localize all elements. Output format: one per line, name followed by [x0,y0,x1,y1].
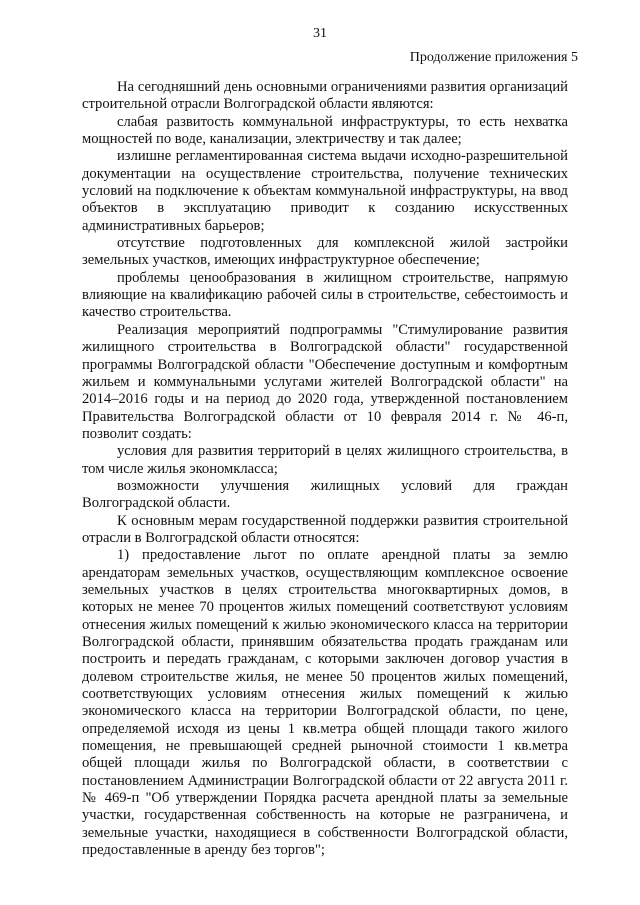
appendix-continuation-label: Продолжение приложения 5 [409,50,578,65]
paragraph-land-plots: отсутствие подготовленных для комплексной жилой застройки земельных участков, имеющих инфраструктурное обеспечение; [82,235,568,269]
paragraph-intro: На сегодняшний день основными ограничениями развития организаций строительной отрасли Волгоградской области являются: [82,79,568,113]
paragraph-opportunities: возможности улучшения жилищных условий для граждан Волгоградской области. [82,477,568,512]
paragraph-pricing: проблемы ценообразования в жилищном строительстве, напрямую влияющие на квалификацию рабочей силы в строительстве, себестоимость и качество строительства. [82,269,568,321]
paragraph-measure-1: 1) предоставление льгот по оплате арендной платы за землю арендаторам земельных участков, осуществляющим комплексное освоение земельных участков в целях строительства многоквартирных домов, в которых не менее 70 процентов жилых помещений соответствуют условиям отнесения жилых помещений к жилью экономического класса на территории Волгоградской области, принявшим обязательства продать гражданам или построить и передать гражданам, с которыми заключен договор участия в долевом строительстве жилья, не менее 50 процентов жилых помещений, соответствующих условиям отнесения жилых помещений к жилью экономического класса на территории Волгоградской области, по цене, определяемой исходя из цены 1 кв.метра общей площади такого жилого помещения, не превышающей средней рыночной стоимости 1 кв.метра общей площади жилья по Волгоградской области, в соответствии с постановлением Администрации Волгоградской области от 22 августа 2011 г. № 469-п "Об утверждении Порядка расчета арендной платы за земельные участки, государственная собственность на которые не разграничена, и земельные участки, находящиеся в собственности Волгоградской области, предоставленные в аренду без торгов"; [82,547,568,859]
page-number: 31 [313,26,327,41]
document-body [82,79,568,859]
paragraph-support-measures: К основным мерам государственной поддержки развития строительной отрасли в Волгоградской области относятся: [82,512,568,546]
paragraph-regulation: излишне регламентированная система выдачи исходно-разрешительной документации на осуществление строительства, получение технических условий на подключение к объектам коммунальной инфраструктуры, на ввод объектов в эксплуатацию приводит к созданию искусственных административных барьеров; [82,148,568,234]
paragraph-infrastructure: слабая развитость коммунальной инфраструктуры, то есть нехватка мощностей по воде, канализации, электричеству и так далее; [82,113,568,148]
paragraph-subprogram: Реализация мероприятий подпрограммы "Стимулирование развития жилищного строительства в Волгоградской области" государственной программы Волгоградской области "Обеспечение доступным и комфортным жильем и коммунальными услугами жителей Волгоградской области" на 2014–2016 годы и на период до 2020 года, утвержденной постановлением Правительства Волгоградской области от 10 февраля 2014 г. № 46-п, позволит создать: [82,321,568,442]
paragraph-conditions: условия для развития территорий в целях жилищного строительства, в том числе жилья экономкласса; [82,443,568,477]
